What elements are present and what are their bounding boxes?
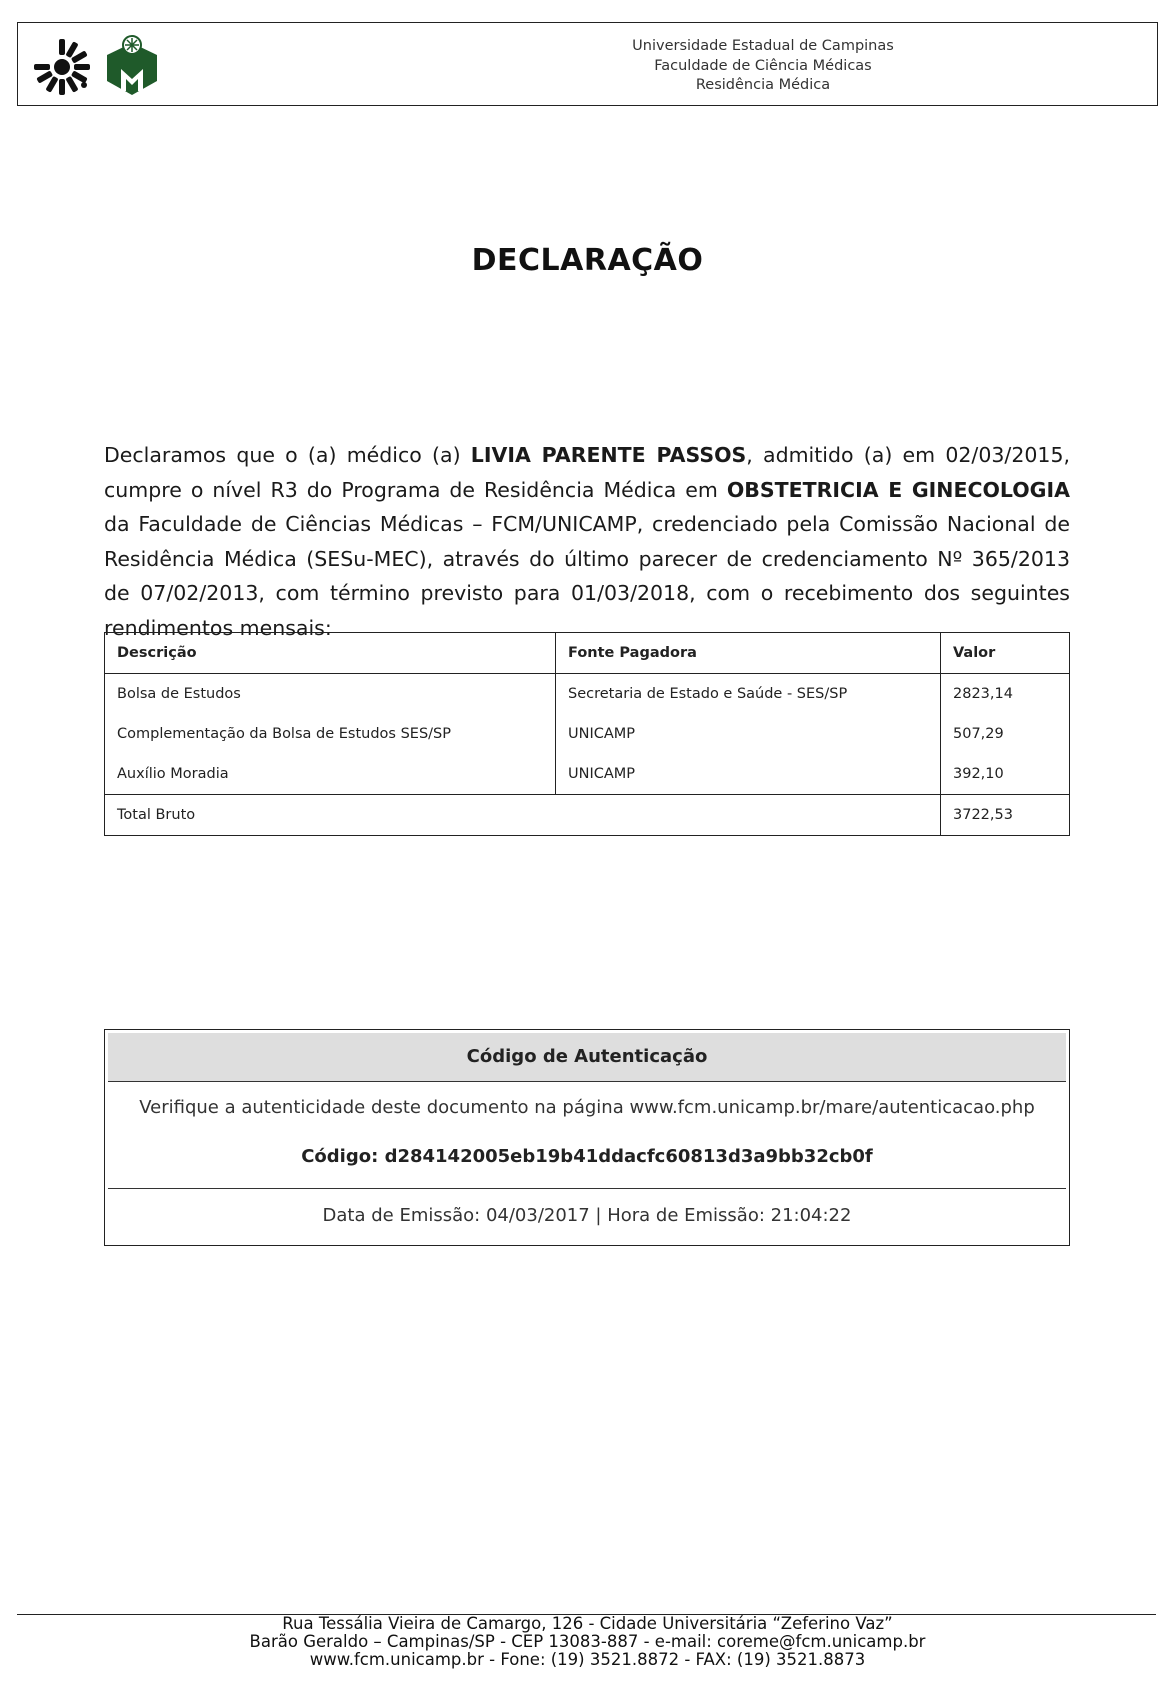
income-table xyxy=(104,632,1070,836)
table-row xyxy=(105,754,1070,795)
table-row xyxy=(105,674,1070,715)
document-header xyxy=(17,22,1158,106)
footer-address: Rua Tessália Vieira de Camargo, 126 - Cidade Universitária “Zeferino Vaz” xyxy=(282,1614,893,1633)
declaration-paragraph xyxy=(104,438,1070,645)
table-header-row xyxy=(105,633,1070,674)
total-label: Total Bruto xyxy=(105,795,941,836)
unicamp-logo-icon xyxy=(32,37,92,97)
authentication-code: Código: d284142005eb19b41ddacfc60813d3a9bb32cb0f xyxy=(301,1146,873,1167)
table-row xyxy=(105,714,1070,754)
table-cell: UNICAMP xyxy=(556,754,941,795)
column-header: Fonte Pagadora xyxy=(556,633,941,674)
table-cell: UNICAMP xyxy=(556,714,941,754)
institution-name xyxy=(538,37,988,96)
footer-contact: www.fcm.unicamp.br - Fone: (19) 3521.8872 - FAX: (19) 3521.8873 xyxy=(309,1650,866,1669)
divider xyxy=(108,1188,1066,1189)
fcm-logo-icon xyxy=(101,35,163,97)
table-cell: Complementação da Bolsa de Estudos SES/SP xyxy=(105,714,556,754)
table-total-row xyxy=(105,795,1070,836)
program-name: OBSTETRICIA E GINECOLOGIA xyxy=(726,477,1070,502)
paragraph-part-1: Declaramos que o (a) médico (a) xyxy=(104,443,471,467)
authentication-heading: Código de Autenticação xyxy=(108,1033,1066,1082)
document-footer xyxy=(0,1615,1175,1669)
table-cell: 507,29 xyxy=(941,714,1070,754)
footer-city-email: Barão Geraldo – Campinas/SP - CEP 13083-887 - e-mail: coreme@fcm.unicamp.br xyxy=(249,1632,926,1651)
table-cell: 392,10 xyxy=(941,754,1070,795)
paragraph-part-3: da Faculdade de Ciências Médicas – FCM/UNICAMP, credenciado pela Comissão Nacional de Residência Médica (SESu-MEC), através do último parecer de credenciamento Nº 365/2013 de 07/02/2013, com término previsto para 01/03/2018, com o recebimento dos seguintes rendimentos mensais: xyxy=(104,512,1070,640)
total-value: 3722,53 xyxy=(941,795,1070,836)
issue-datetime: Data de Emissão: 04/03/2017 | Hora de Emissão: 21:04:22 xyxy=(322,1205,852,1226)
table-cell: Secretaria de Estado e Saúde - SES/SP xyxy=(556,674,941,715)
department-name: Residência Médica xyxy=(695,77,831,93)
verification-text: Verifique a autenticidade deste documento na página www.fcm.unicamp.br/mare/autenticacao.php xyxy=(139,1097,1035,1118)
authentication-box xyxy=(104,1029,1070,1246)
physician-name: LIVIA PARENTE PASSOS xyxy=(470,443,747,467)
table-cell: Auxílio Moradia xyxy=(105,754,556,795)
table-cell: 2823,14 xyxy=(941,674,1070,715)
column-header: Descrição xyxy=(105,633,556,674)
university-name: Universidade Estadual de Campinas xyxy=(632,38,894,54)
column-header: Valor xyxy=(941,633,1070,674)
document-title: DECLARAÇÃO xyxy=(471,243,704,278)
paragraph-part-2: , admitido (a) em 02/03/2015, cumpre o nível R3 do Programa de Residência Médica em xyxy=(104,443,1071,502)
table-cell: Bolsa de Estudos xyxy=(105,674,556,715)
faculty-name: Faculdade de Ciência Médicas xyxy=(654,57,872,74)
